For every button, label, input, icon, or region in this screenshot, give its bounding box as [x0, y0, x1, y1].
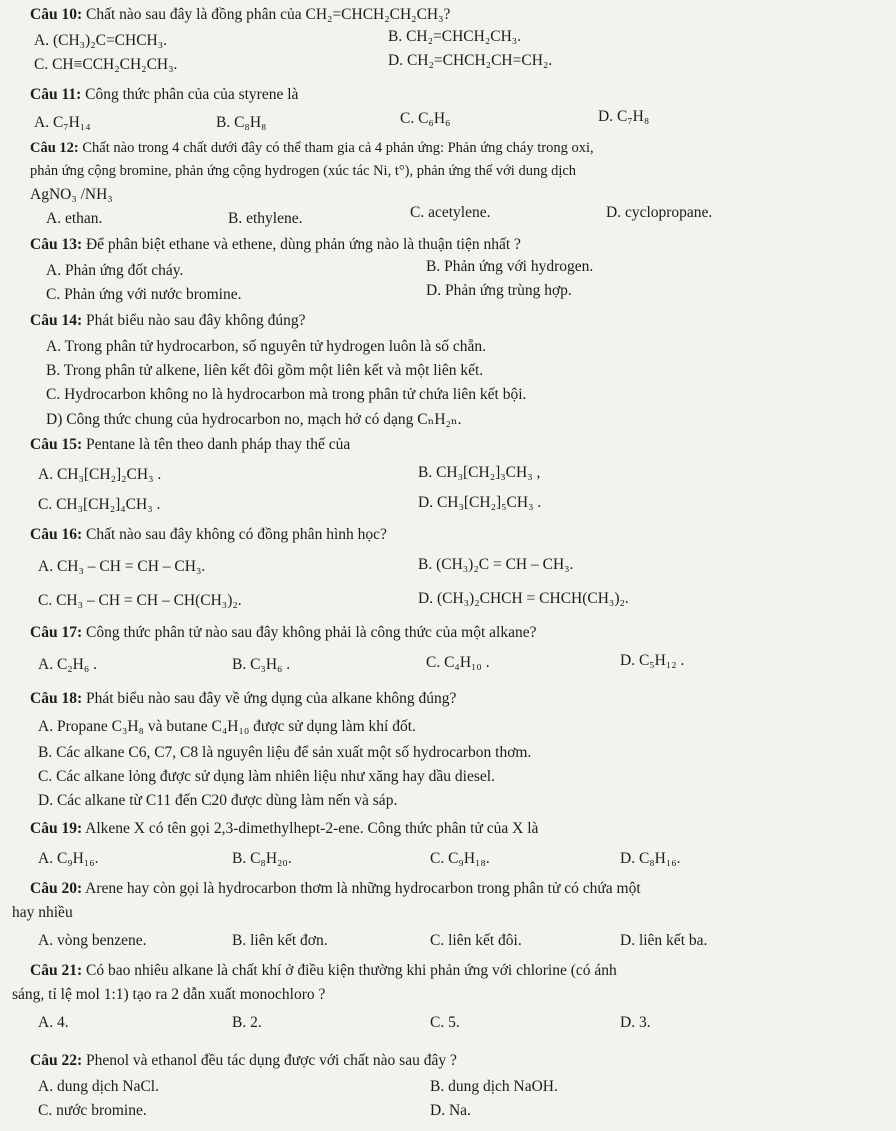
option-c[interactable]: C. Hydrocarbon không no là hydrocarbon mà trong phân tử chứa liên kết bội.: [46, 386, 527, 403]
question-number: Câu 20:: [30, 880, 83, 897]
option-a[interactable]: A. vòng benzene.: [38, 932, 147, 949]
option-b[interactable]: B. C₈H₂₀.: [232, 850, 292, 867]
question-stem: Phenol và ethanol đều tác dụng được với chất nào sau đây ?: [85, 1052, 457, 1069]
question-number: Câu 17:: [30, 624, 83, 641]
option-b[interactable]: B. dung dịch NaOH.: [430, 1078, 558, 1095]
option-c[interactable]: C. 5.: [430, 1014, 460, 1031]
question-stem: Để phân biệt ethane và ethene, dùng phản ứng nào là thuận tiện nhất ?: [85, 236, 521, 253]
option-d[interactable]: D. CH₃[CH₂]₅CH₃ .: [418, 494, 542, 511]
option-c[interactable]: C. acetylene.: [410, 204, 491, 221]
option-b[interactable]: B. liên kết đơn.: [232, 932, 328, 949]
question-number: Câu 16:: [30, 526, 83, 543]
option-a[interactable]: A. 4.: [38, 1014, 69, 1031]
question-stem: Pentane là tên theo danh pháp thay thế của: [85, 436, 351, 453]
option-c[interactable]: C. Phản ứng với nước bromine.: [46, 286, 242, 303]
option-c[interactable]: C. C₆H₆: [400, 110, 451, 127]
option-a[interactable]: A. C₇H₁₄: [34, 114, 91, 131]
question-number: Câu 10:: [30, 6, 83, 23]
question-stem: Phát biểu nào sau đây không đúng?: [85, 312, 306, 329]
option-b[interactable]: B. C₈H₈: [216, 114, 267, 131]
question-number: Câu 18:: [30, 690, 83, 707]
question-number: Câu 14:: [30, 312, 83, 329]
option-d[interactable]: D) Công thức chung của hydrocarbon no, mạch hở có dạng CₙH₂ₙ.: [46, 411, 462, 428]
option-c[interactable]: C. C₉H₁₈.: [430, 850, 490, 867]
option-b[interactable]: B. C₃H₆ .: [232, 656, 291, 673]
question-number: Câu 11:: [30, 86, 82, 103]
question-stem: Có bao nhiêu alkane là chất khí ở điều kiện thường khi phản ứng với chlorine (có ánh: [85, 962, 617, 979]
option-a[interactable]: A. C₉H₁₆.: [38, 850, 99, 867]
option-d[interactable]: D. cyclopropane.: [606, 204, 713, 221]
option-c[interactable]: C. Các alkane lỏng được sử dụng làm nhiên liệu như xăng hay dầu diesel.: [38, 768, 495, 785]
option-a[interactable]: A. Propane C₃H₈ và butane C₄H₁₀ được sử dụng làm khí đốt.: [38, 718, 416, 735]
question-stem: Phát biểu nào sau đây về ứng dụng của alkane không đúng?: [85, 690, 457, 707]
question-number: Câu 13:: [30, 236, 83, 253]
question-number: Câu 22:: [30, 1052, 83, 1069]
option-a[interactable]: A. CH₃ – CH = CH – CH₃.: [38, 558, 206, 575]
option-b[interactable]: B. CH₂=CHCH₂CH₃.: [388, 28, 522, 45]
option-b[interactable]: B. Trong phân tử alkene, liên kết đôi gồm một liên kết và một liên kết.: [46, 362, 484, 379]
question-stem-continued: AgNO₃ /NH₃: [30, 186, 113, 203]
option-d[interactable]: D. C₇H₈: [598, 108, 650, 125]
option-a[interactable]: A. Trong phân tử hydrocarbon, số nguyên tử hydrogen luôn là số chẵn.: [46, 338, 486, 355]
option-a[interactable]: A. Phản ứng đốt cháy.: [46, 262, 184, 279]
question-stem: Alkene X có tên gọi 2,3-dimethylhept-2-ene. Công thức phân tử của X là: [85, 820, 539, 837]
option-c[interactable]: C. C₄H₁₀ .: [426, 654, 490, 671]
question-number: Câu 21:: [30, 962, 83, 979]
question-stem: Công thức phân của của styrene là: [85, 86, 299, 103]
option-a[interactable]: A. dung dịch NaCl.: [38, 1078, 159, 1095]
option-a[interactable]: A. (CH₃)₂C=CHCH₃.: [34, 32, 168, 49]
option-c[interactable]: C. CH≡CCH₂CH₂CH₃.: [34, 56, 178, 73]
option-a[interactable]: A. ethan.: [46, 210, 103, 227]
option-b[interactable]: B. CH₃[CH₂]₃CH₃ ,: [418, 464, 541, 481]
question-stem-continued: sáng, tỉ lệ mol 1:1) tạo ra 2 dẫn xuất monochloro ?: [12, 986, 326, 1003]
option-c[interactable]: C. CH₃[CH₂]₄CH₃ .: [38, 496, 161, 513]
question-number: Câu 19:: [30, 820, 83, 837]
question-number: Câu 12:: [30, 140, 79, 156]
question-number: Câu 15:: [30, 436, 83, 453]
question-stem: Chất nào sau đây là đồng phân của CH₂=CHCH₂CH₂CH₃?: [85, 6, 451, 23]
option-d[interactable]: D. Phản ứng trùng hợp.: [426, 282, 572, 299]
option-d[interactable]: D. 3.: [620, 1014, 651, 1031]
option-d[interactable]: D. C₅H₁₂ .: [620, 652, 685, 669]
question-stem: Arene hay còn gọi là hydrocarbon thơm là những hydrocarbon trong phân tử có chứa một: [85, 880, 641, 897]
option-b[interactable]: B. Các alkane C6, C7, C8 là nguyên liệu để sản xuất một số hydrocarbon thơm.: [38, 744, 532, 761]
option-c[interactable]: C. nước bromine.: [38, 1102, 147, 1119]
option-d[interactable]: D. (CH₃)₂CHCH = CHCH(CH₃)₂.: [418, 590, 629, 607]
option-a[interactable]: A. CH₃[CH₂]₂CH₃ .: [38, 466, 162, 483]
question-stem: Chất nào sau đây không có đồng phân hình học?: [85, 526, 387, 543]
question-stem-continued: hay nhiều: [12, 904, 73, 921]
option-d[interactable]: D. Các alkane từ C11 đến C20 được dùng làm nến và sáp.: [38, 792, 398, 809]
option-b[interactable]: B. (CH₃)₂C = CH – CH₃.: [418, 556, 574, 573]
option-d[interactable]: D. liên kết ba.: [620, 932, 708, 949]
option-d[interactable]: D. C₈H₁₆.: [620, 850, 681, 867]
option-b[interactable]: B. 2.: [232, 1014, 262, 1031]
question-stem-continued: phản ứng cộng bromine, phản ứng cộng hydrogen (xúc tác Ni, t°), phản ứng thế với dung dịch: [30, 163, 577, 179]
option-c[interactable]: C. liên kết đôi.: [430, 932, 522, 949]
question-stem: Công thức phân tử nào sau đây không phải là công thức của một alkane?: [85, 624, 537, 641]
option-c[interactable]: C. CH₃ – CH = CH – CH(CH₃)₂.: [38, 592, 242, 609]
option-d[interactable]: D. Na.: [430, 1102, 471, 1119]
option-b[interactable]: B. ethylene.: [228, 210, 303, 227]
option-d[interactable]: D. CH₂=CHCH₂CH=CH₂.: [388, 52, 553, 69]
option-b[interactable]: B. Phản ứng với hydrogen.: [426, 258, 594, 275]
question-stem: Chất nào trong 4 chất dưới đây có thể tham gia cả 4 phản ứng: Phản ứng cháy trong oxi,: [82, 140, 594, 156]
option-a[interactable]: A. C₂H₆ .: [38, 656, 98, 673]
